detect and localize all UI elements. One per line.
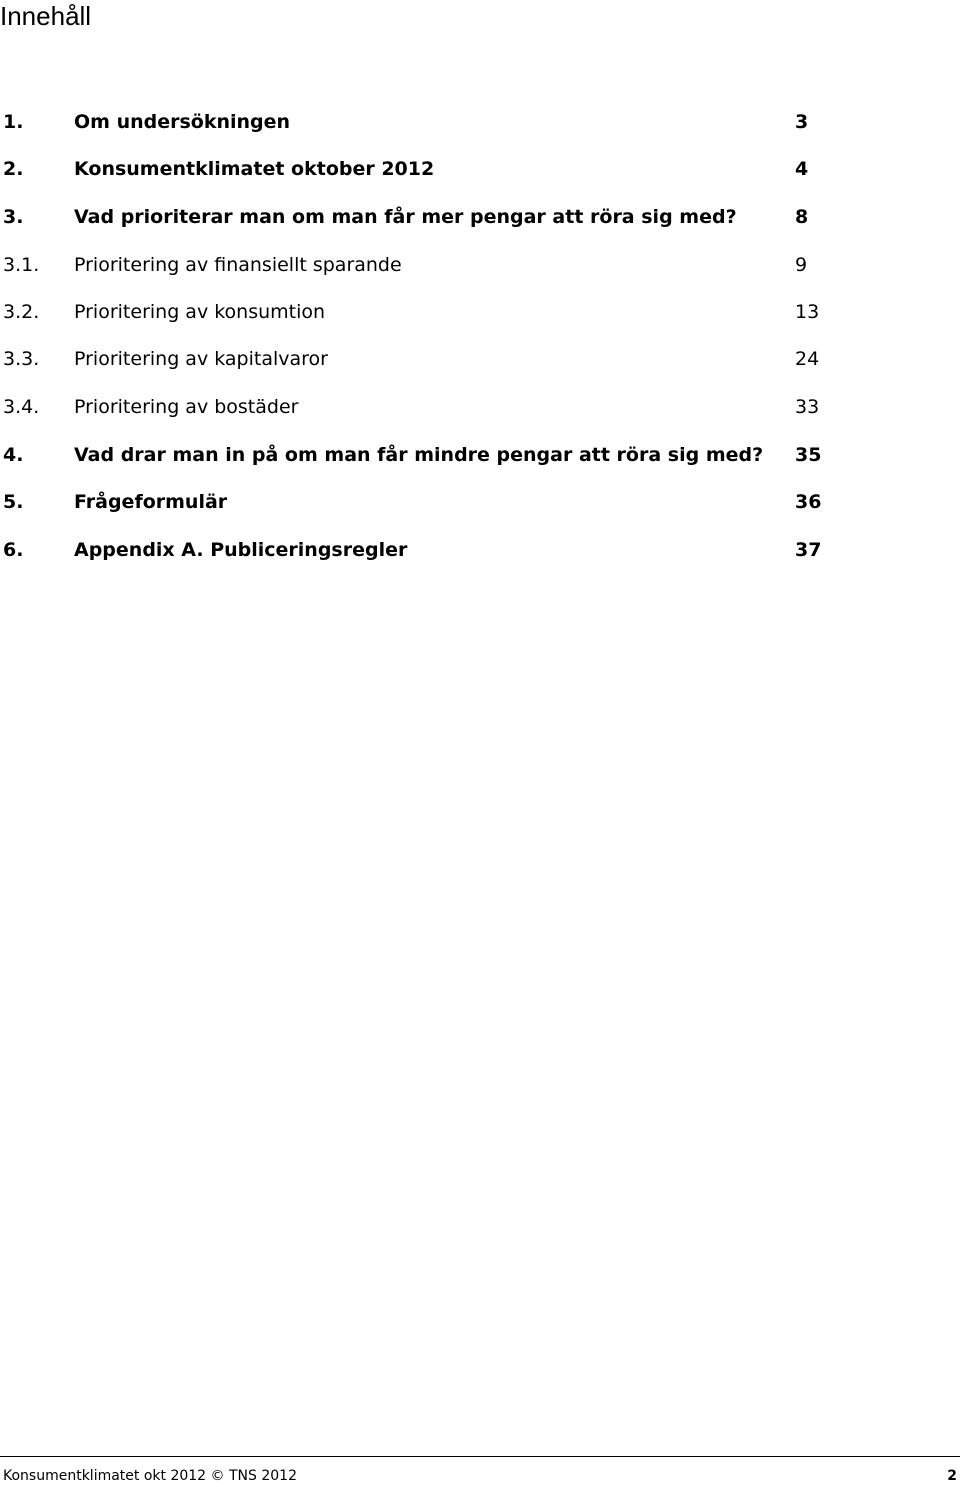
toc-entry-title: Prioritering av finansiellt sparande (74, 254, 402, 276)
page-footer (0, 1456, 960, 1487)
toc-entry-title: Prioritering av kapitalvaror (74, 348, 328, 370)
toc-entry-number: 1. (3, 111, 24, 133)
toc-entry-number: 6. (3, 539, 24, 561)
toc-entry-number: 4. (3, 444, 24, 466)
toc-entry-page: 9 (795, 254, 808, 276)
toc-entry-number: 3. (3, 206, 24, 228)
toc-entry-title: Prioritering av bostäder (74, 396, 299, 418)
toc-entry-number: 3.3. (3, 348, 40, 370)
page-title: Innehåll (0, 1, 92, 31)
footer-page-number: 2 (947, 1468, 957, 1484)
toc-entry-number: 3.2. (3, 301, 40, 323)
toc-entry-title: Om undersökningen (74, 111, 291, 133)
toc-entry-page: 13 (795, 301, 820, 323)
toc-entry-page: 33 (795, 396, 820, 418)
toc-entry-title: Appendix A. Publiceringsregler (74, 539, 408, 561)
toc-entry-page: 36 (795, 491, 822, 513)
toc-entry-number: 2. (3, 158, 24, 180)
toc-entry-page: 3 (795, 111, 809, 133)
toc-entry-title: Vad drar man in på om man får mindre pengar att röra sig med? (74, 444, 764, 466)
toc-entry-page: 37 (795, 539, 822, 561)
toc-entry-page: 8 (795, 206, 809, 228)
toc-entry-title: Vad prioriterar man om man får mer pengar att röra sig med? (74, 206, 737, 228)
toc-entry-page: 24 (795, 348, 820, 370)
toc-entry-number: 5. (3, 491, 24, 513)
toc-entry-title: Konsumentklimatet oktober 2012 (74, 158, 435, 180)
toc-entry-number: 3.4. (3, 396, 40, 418)
toc-entry-page: 4 (795, 158, 809, 180)
toc-entry-number: 3.1. (3, 254, 40, 276)
toc-entry-title: Frågeformulär (74, 491, 228, 513)
toc-entry-title: Prioritering av konsumtion (74, 301, 326, 323)
footer-text: Konsumentklimatet okt 2012 © TNS 2012 (3, 1468, 297, 1484)
toc-entry-page: 35 (795, 444, 822, 466)
